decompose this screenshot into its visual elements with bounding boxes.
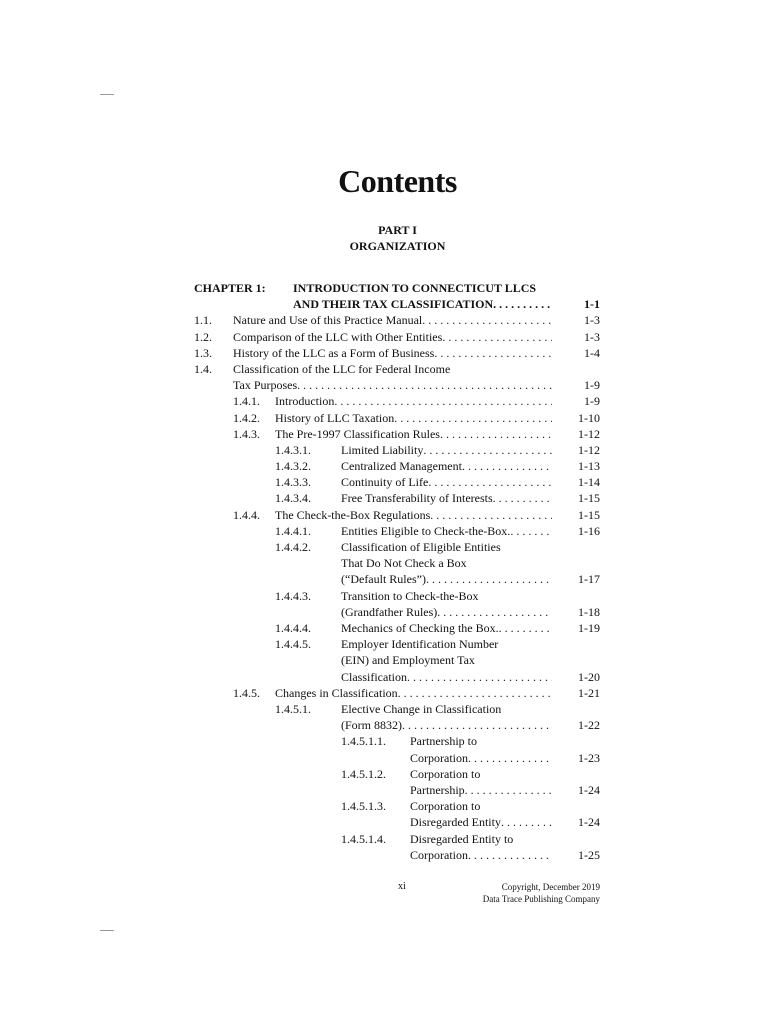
dot-leader — [394, 410, 552, 426]
dot-leader — [334, 393, 552, 409]
dot-leader — [462, 458, 552, 474]
chapter-label: CHAPTER 1: — [194, 281, 266, 295]
toc-entry-text: Limited Liability — [341, 442, 424, 457]
toc-entry-number: 1.4.4.5. — [275, 637, 311, 652]
toc-entry[interactable] — [194, 523, 600, 539]
toc-entry-page: 1-15 — [578, 507, 600, 522]
toc-entry-text: The Pre-1997 Classification Rules — [275, 426, 440, 441]
toc-entry-text: Mechanics of Checking the Box. — [341, 621, 499, 636]
dot-leader — [422, 312, 552, 328]
toc-entry-number: 1.4.3.4. — [275, 491, 311, 506]
toc-entry[interactable] — [194, 701, 600, 733]
dot-leader — [493, 490, 552, 506]
toc-entry-page: 1-15 — [578, 491, 600, 506]
toc-entry-page: 1-13 — [578, 459, 600, 474]
dot-leader — [407, 669, 552, 685]
dot-leader — [465, 782, 552, 798]
dot-leader — [499, 620, 552, 636]
toc-entry-number: 1.4.3.1. — [275, 442, 311, 457]
dot-leader — [510, 523, 552, 539]
table-of-contents — [194, 280, 600, 863]
toc-entry-number: 1.4.4.3. — [275, 588, 311, 603]
toc-entry-text: History of LLC Taxation — [275, 410, 395, 425]
copyright-text: Copyright, December 2019 — [501, 882, 600, 892]
toc-entry-page: 1-3 — [584, 313, 600, 328]
toc-entry-number: 1.3. — [194, 345, 212, 360]
dot-leader — [501, 814, 552, 830]
toc-entry-text: Disregarded Entity to — [410, 831, 514, 846]
dot-leader — [402, 717, 552, 733]
toc-entry-page: 1-20 — [578, 669, 600, 684]
crop-mark-bottom — [100, 930, 114, 931]
toc-entry-page: 1-21 — [578, 685, 600, 700]
toc-entry-text: Transition to Check-the-Box — [341, 588, 479, 603]
chapter-page: 1-1 — [584, 297, 600, 312]
toc-entry[interactable] — [194, 458, 600, 474]
dot-leader — [440, 426, 552, 442]
toc-entry-text: (Form 8832) — [341, 718, 402, 733]
part-label: PART I — [378, 223, 417, 237]
toc-entry-number: 1.4.3.2. — [275, 459, 311, 474]
toc-entry[interactable] — [194, 361, 600, 393]
dot-leader — [398, 685, 552, 701]
toc-entry[interactable] — [194, 733, 600, 765]
toc-entry-number: 1.4.5. — [233, 685, 260, 700]
toc-entry-page: 1-22 — [578, 718, 600, 733]
toc-entry-number: 1.4.4.2. — [275, 540, 311, 555]
toc-entry-page: 1-3 — [584, 329, 600, 344]
dot-leader — [423, 442, 552, 458]
toc-entry[interactable] — [194, 410, 600, 426]
toc-entry-text: Employer Identification Number — [341, 637, 499, 652]
toc-entry-text: The Check-the-Box Regulations — [275, 507, 431, 522]
toc-entry-text: Partnership — [410, 782, 465, 797]
toc-entry-number: 1.2. — [194, 329, 212, 344]
toc-entry-number: 1.4.5.1.4. — [341, 831, 386, 846]
toc-entry-text: Partnership to — [410, 734, 477, 749]
toc-entry-text: Nature and Use of this Practice Manual — [233, 313, 423, 328]
toc-entry-page: 1-24 — [578, 815, 600, 830]
toc-entry[interactable] — [194, 426, 600, 442]
toc-entry-number: 1.4.5.1. — [275, 701, 311, 716]
dot-leader — [468, 750, 552, 766]
toc-entry-number: 1.4.1. — [233, 394, 260, 409]
toc-entry-text: (“Default Rules”) — [341, 572, 426, 587]
dot-leader — [430, 507, 552, 523]
toc-entry-text: Classification — [341, 669, 407, 684]
toc-entry-text: Changes in Classification — [275, 685, 398, 700]
dot-leader — [428, 474, 552, 490]
toc-entry[interactable] — [194, 831, 600, 863]
page-title: Contents — [338, 163, 457, 199]
dot-leader — [434, 345, 552, 361]
toc-entry-page: 1-23 — [578, 750, 600, 765]
toc-entry-number: 1.4.5.1.1. — [341, 734, 386, 749]
toc-entry-text: Corporation to — [410, 799, 481, 814]
toc-entry-number: 1.4.4. — [233, 507, 260, 522]
crop-mark-top — [100, 94, 114, 95]
toc-entry[interactable] — [194, 329, 600, 345]
chapter-title-line2: AND THEIR TAX CLASSIFICATION — [293, 297, 494, 312]
toc-entry-number: 1.4.3. — [233, 426, 260, 441]
dot-leader — [297, 377, 552, 393]
toc-entry[interactable] — [194, 312, 600, 328]
publisher-text: Data Trace Publishing Company — [482, 894, 600, 904]
toc-entry[interactable] — [194, 474, 600, 490]
toc-entry-text: Corporation — [410, 847, 468, 862]
toc-entry-number: 1.4. — [194, 361, 212, 376]
toc-entry-page: 1-18 — [578, 604, 600, 619]
toc-entry-text: Disregarded Entity — [410, 815, 501, 830]
toc-entry-number: 1.4.5.1.3. — [341, 799, 386, 814]
toc-entry-number: 1.4.2. — [233, 410, 260, 425]
toc-entry-text: History of the LLC as a Form of Business — [233, 345, 435, 360]
toc-entry-text: Classification of the LLC for Federal Income — [233, 361, 451, 376]
toc-entry-text: Entities Eligible to Check-the-Box. — [341, 523, 511, 538]
dot-leader — [426, 571, 552, 587]
toc-entry[interactable] — [194, 490, 600, 506]
toc-entry-text: Classification of Eligible Entities — [341, 540, 501, 555]
toc-entry-text: Continuity of Life — [341, 475, 429, 490]
toc-entry-number: 1.4.4.1. — [275, 523, 311, 538]
toc-entry[interactable] — [194, 393, 600, 409]
footer-copyright — [483, 881, 600, 905]
toc-entry-page: 1-19 — [578, 621, 600, 635]
toc-entry-page: 1-16 — [578, 523, 600, 538]
toc-entry-page: 1-14 — [578, 475, 600, 490]
toc-entry[interactable] — [194, 798, 600, 830]
toc-entry-text: Comparison of the LLC with Other Entities — [233, 329, 443, 344]
toc-entry-page: 1-12 — [578, 442, 600, 457]
toc-entry-page: 1-9 — [584, 378, 600, 393]
toc-entry[interactable] — [194, 345, 600, 361]
toc-entry-page: 1-10 — [578, 410, 600, 425]
toc-entry-page: 1-12 — [578, 426, 600, 441]
toc-entry-number: 1.4.3.3. — [275, 475, 311, 490]
toc-entry-text: Elective Change in Classification — [341, 701, 502, 716]
toc-entry[interactable] — [194, 442, 600, 458]
toc-entry-text: Centralized Management — [341, 459, 462, 474]
toc-entry-text: Free Transferability of Interests — [341, 491, 493, 506]
dot-leader — [468, 847, 552, 863]
toc-entry-text: (EIN) and Employment Tax — [341, 653, 475, 668]
toc-entry-page: 1-24 — [578, 782, 600, 797]
toc-entry-page: 1-25 — [578, 847, 600, 862]
toc-entry-number: 1.4.4.4. — [275, 621, 311, 636]
footer-page-number: xi — [398, 881, 406, 892]
toc-entry-text: Corporation to — [410, 766, 481, 781]
toc-entry-text: Introduction — [275, 394, 335, 409]
toc-entry[interactable] — [194, 766, 600, 798]
toc-entry[interactable] — [194, 636, 600, 685]
toc-entry-number: 1.4.5.1.2. — [341, 766, 386, 781]
chapter-title-line1: INTRODUCTION TO CONNECTICUT LLCS — [293, 281, 537, 295]
part-name: ORGANIZATION — [349, 239, 446, 253]
toc-entry[interactable] — [194, 539, 600, 588]
toc-entry[interactable] — [194, 620, 600, 636]
toc-entry-text: Corporation — [410, 750, 468, 765]
chapter-heading[interactable] — [194, 280, 600, 312]
toc-entry[interactable] — [194, 588, 600, 620]
toc-entry-text: Tax Purposes — [233, 378, 298, 393]
dot-leader — [437, 604, 552, 620]
toc-entry-page: 1-4 — [584, 345, 600, 360]
toc-entry-page: 1-9 — [584, 394, 600, 409]
dot-leader — [442, 329, 552, 345]
toc-entry-text: That Do Not Check a Box — [341, 556, 467, 571]
toc-entry[interactable] — [194, 685, 600, 701]
toc-entry-text: (Grandfather Rules) — [341, 604, 438, 619]
toc-entry[interactable] — [194, 507, 600, 523]
toc-entry-number: 1.1. — [194, 313, 212, 328]
toc-entry-page: 1-17 — [578, 572, 600, 587]
toc-entries — [194, 312, 600, 863]
